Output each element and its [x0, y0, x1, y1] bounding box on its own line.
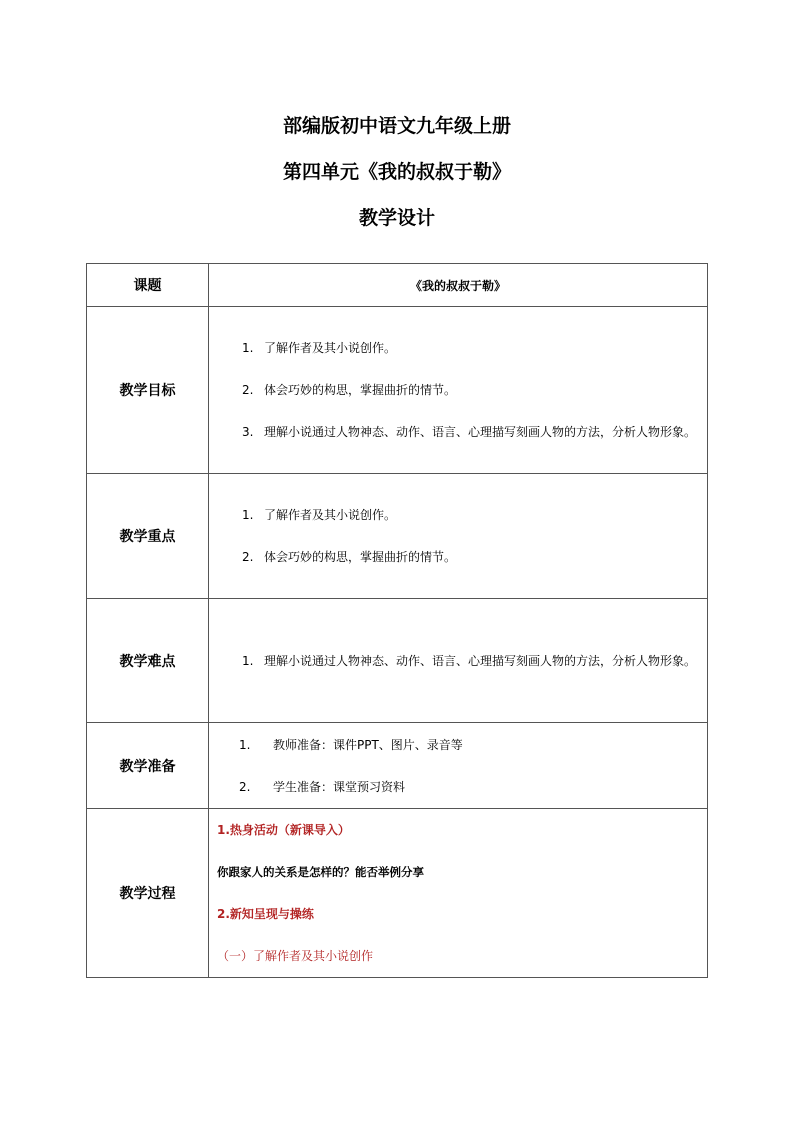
list-item — [209, 369, 707, 411]
key-points-label: 教学重点 — [87, 474, 209, 599]
objectives-content — [209, 307, 708, 474]
item-text: 了解作者及其小说创作。 — [264, 341, 397, 355]
item-number: 1. — [239, 737, 251, 752]
list-item — [209, 327, 707, 369]
row-key-points — [87, 474, 708, 599]
title-line-1: 部编版初中语文九年级上册 — [282, 115, 511, 137]
topic-label: 课题 — [87, 264, 209, 307]
list-item — [209, 724, 707, 766]
item-number: 1. — [242, 653, 254, 668]
process-content — [209, 809, 708, 978]
difficulties-content — [209, 599, 708, 723]
item-number: 2. — [239, 779, 251, 794]
item-number: 2. — [242, 383, 254, 397]
row-preparation — [87, 723, 708, 809]
process-subsection: （一）了解作者及其小说创作 — [217, 949, 374, 963]
process-label: 教学过程 — [87, 809, 209, 978]
title-line-3: 教学设计 — [358, 207, 435, 229]
row-topic — [87, 264, 708, 307]
document-title — [0, 103, 794, 241]
topic-value: 《我的叔叔于勒》 — [209, 264, 708, 307]
list-item — [209, 494, 707, 536]
item-text: 体会巧妙的构思，掌握曲折的情节。 — [264, 383, 457, 397]
item-text: 体会巧妙的构思，掌握曲折的情节。 — [264, 550, 457, 564]
title-line-2: 第四单元《我的叔叔于勒》 — [282, 161, 511, 183]
preparation-label: 教学准备 — [87, 723, 209, 809]
list-item — [209, 536, 707, 578]
item-number: 1. — [242, 341, 254, 355]
process-step-heading: 2.新知呈现与操练 — [217, 907, 314, 921]
process-question: 你跟家人的关系是怎样的？能否举例分享 — [217, 865, 424, 879]
item-number: 1. — [242, 508, 254, 522]
objectives-label: 教学目标 — [87, 307, 209, 474]
process-step-heading: 1.热身活动（新课导入） — [217, 823, 350, 837]
list-item — [209, 640, 707, 682]
item-number: 3. — [242, 425, 254, 439]
list-item — [209, 766, 707, 808]
item-text: 了解作者及其小说创作。 — [264, 508, 397, 522]
row-objectives — [87, 307, 708, 474]
item-number: 2. — [242, 550, 254, 564]
item-text: 学生准备：课堂预习资料 — [273, 779, 406, 794]
row-difficulties — [87, 599, 708, 723]
item-text: 理解小说通过人物神态、动作、语言、心理描写刻画人物的方法，分析人物形象。 — [264, 425, 697, 439]
row-process — [87, 809, 708, 978]
lesson-plan-table — [86, 263, 708, 978]
item-text: 教师准备：课件PPT、图片、录音等 — [273, 737, 463, 752]
preparation-content — [209, 723, 708, 809]
difficulties-label: 教学难点 — [87, 599, 209, 723]
key-points-content — [209, 474, 708, 599]
list-item — [209, 411, 707, 453]
item-text: 理解小说通过人物神态、动作、语言、心理描写刻画人物的方法，分析人物形象。 — [264, 653, 697, 668]
